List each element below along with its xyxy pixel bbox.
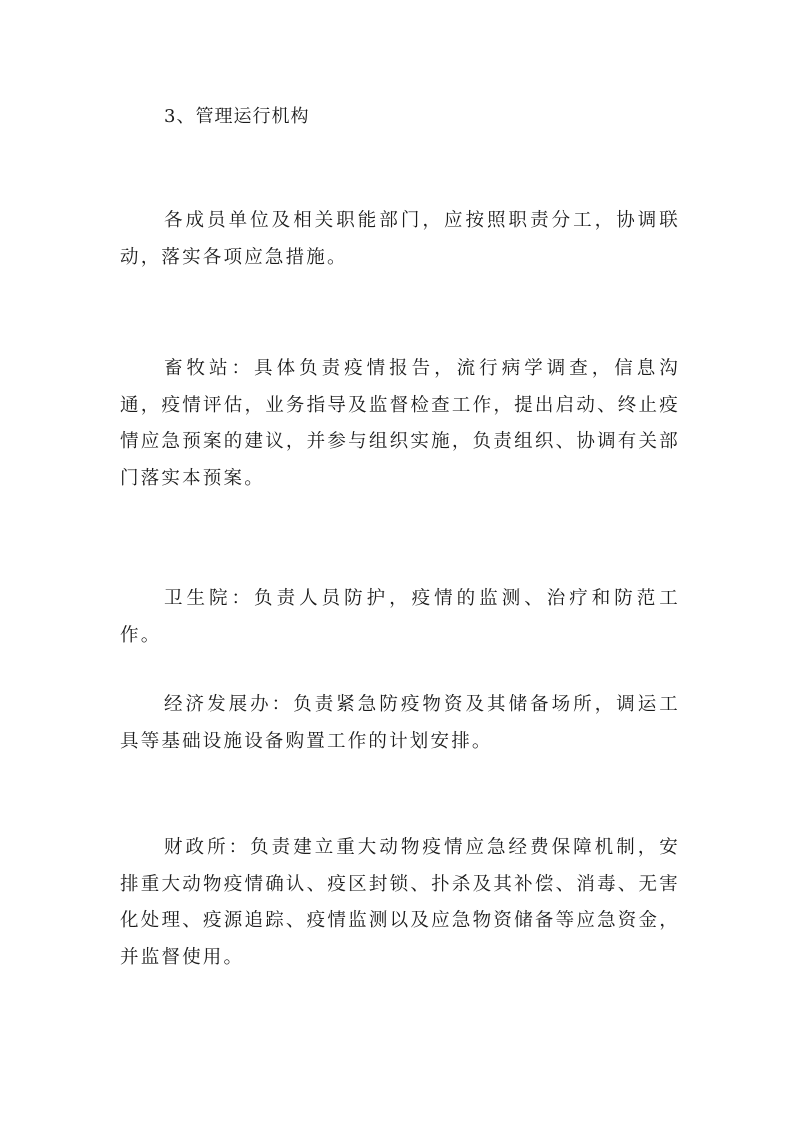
section-heading: 3、管理运行机构	[164, 106, 310, 127]
paragraph-health-center: 卫生院：负责人员防护，疫情的监测、治疗和防范工作。	[120, 588, 680, 646]
paragraph-finance-office: 财政所：负责建立重大动物疫情应急经费保障机制，安排重大动物疫情确认、疫区封锁、扑杀及其补偿、消毒、无害化处理、疫源追踪、疫情监测以及应急物资储备等应急资金，并监督使用。	[120, 837, 680, 968]
paragraph-member-units: 各成员单位及相关职能部门，应按照职责分工，协调联动，落实各项应急措施。	[120, 210, 680, 268]
paragraph-economic-office: 经济发展办：负责紧急防疫物资及其储备场所，调运工具等基础设施设备购置工作的计划安排。	[120, 694, 680, 752]
paragraph-livestock-station: 畜牧站：具体负责疫情报告，流行病学调查，信息沟通，疫情评估，业务指导及监督检查工作，提出启动、终止疫情应急预案的建议，并参与组织实施，负责组织、协调有关部门落实本预案。	[120, 358, 680, 489]
